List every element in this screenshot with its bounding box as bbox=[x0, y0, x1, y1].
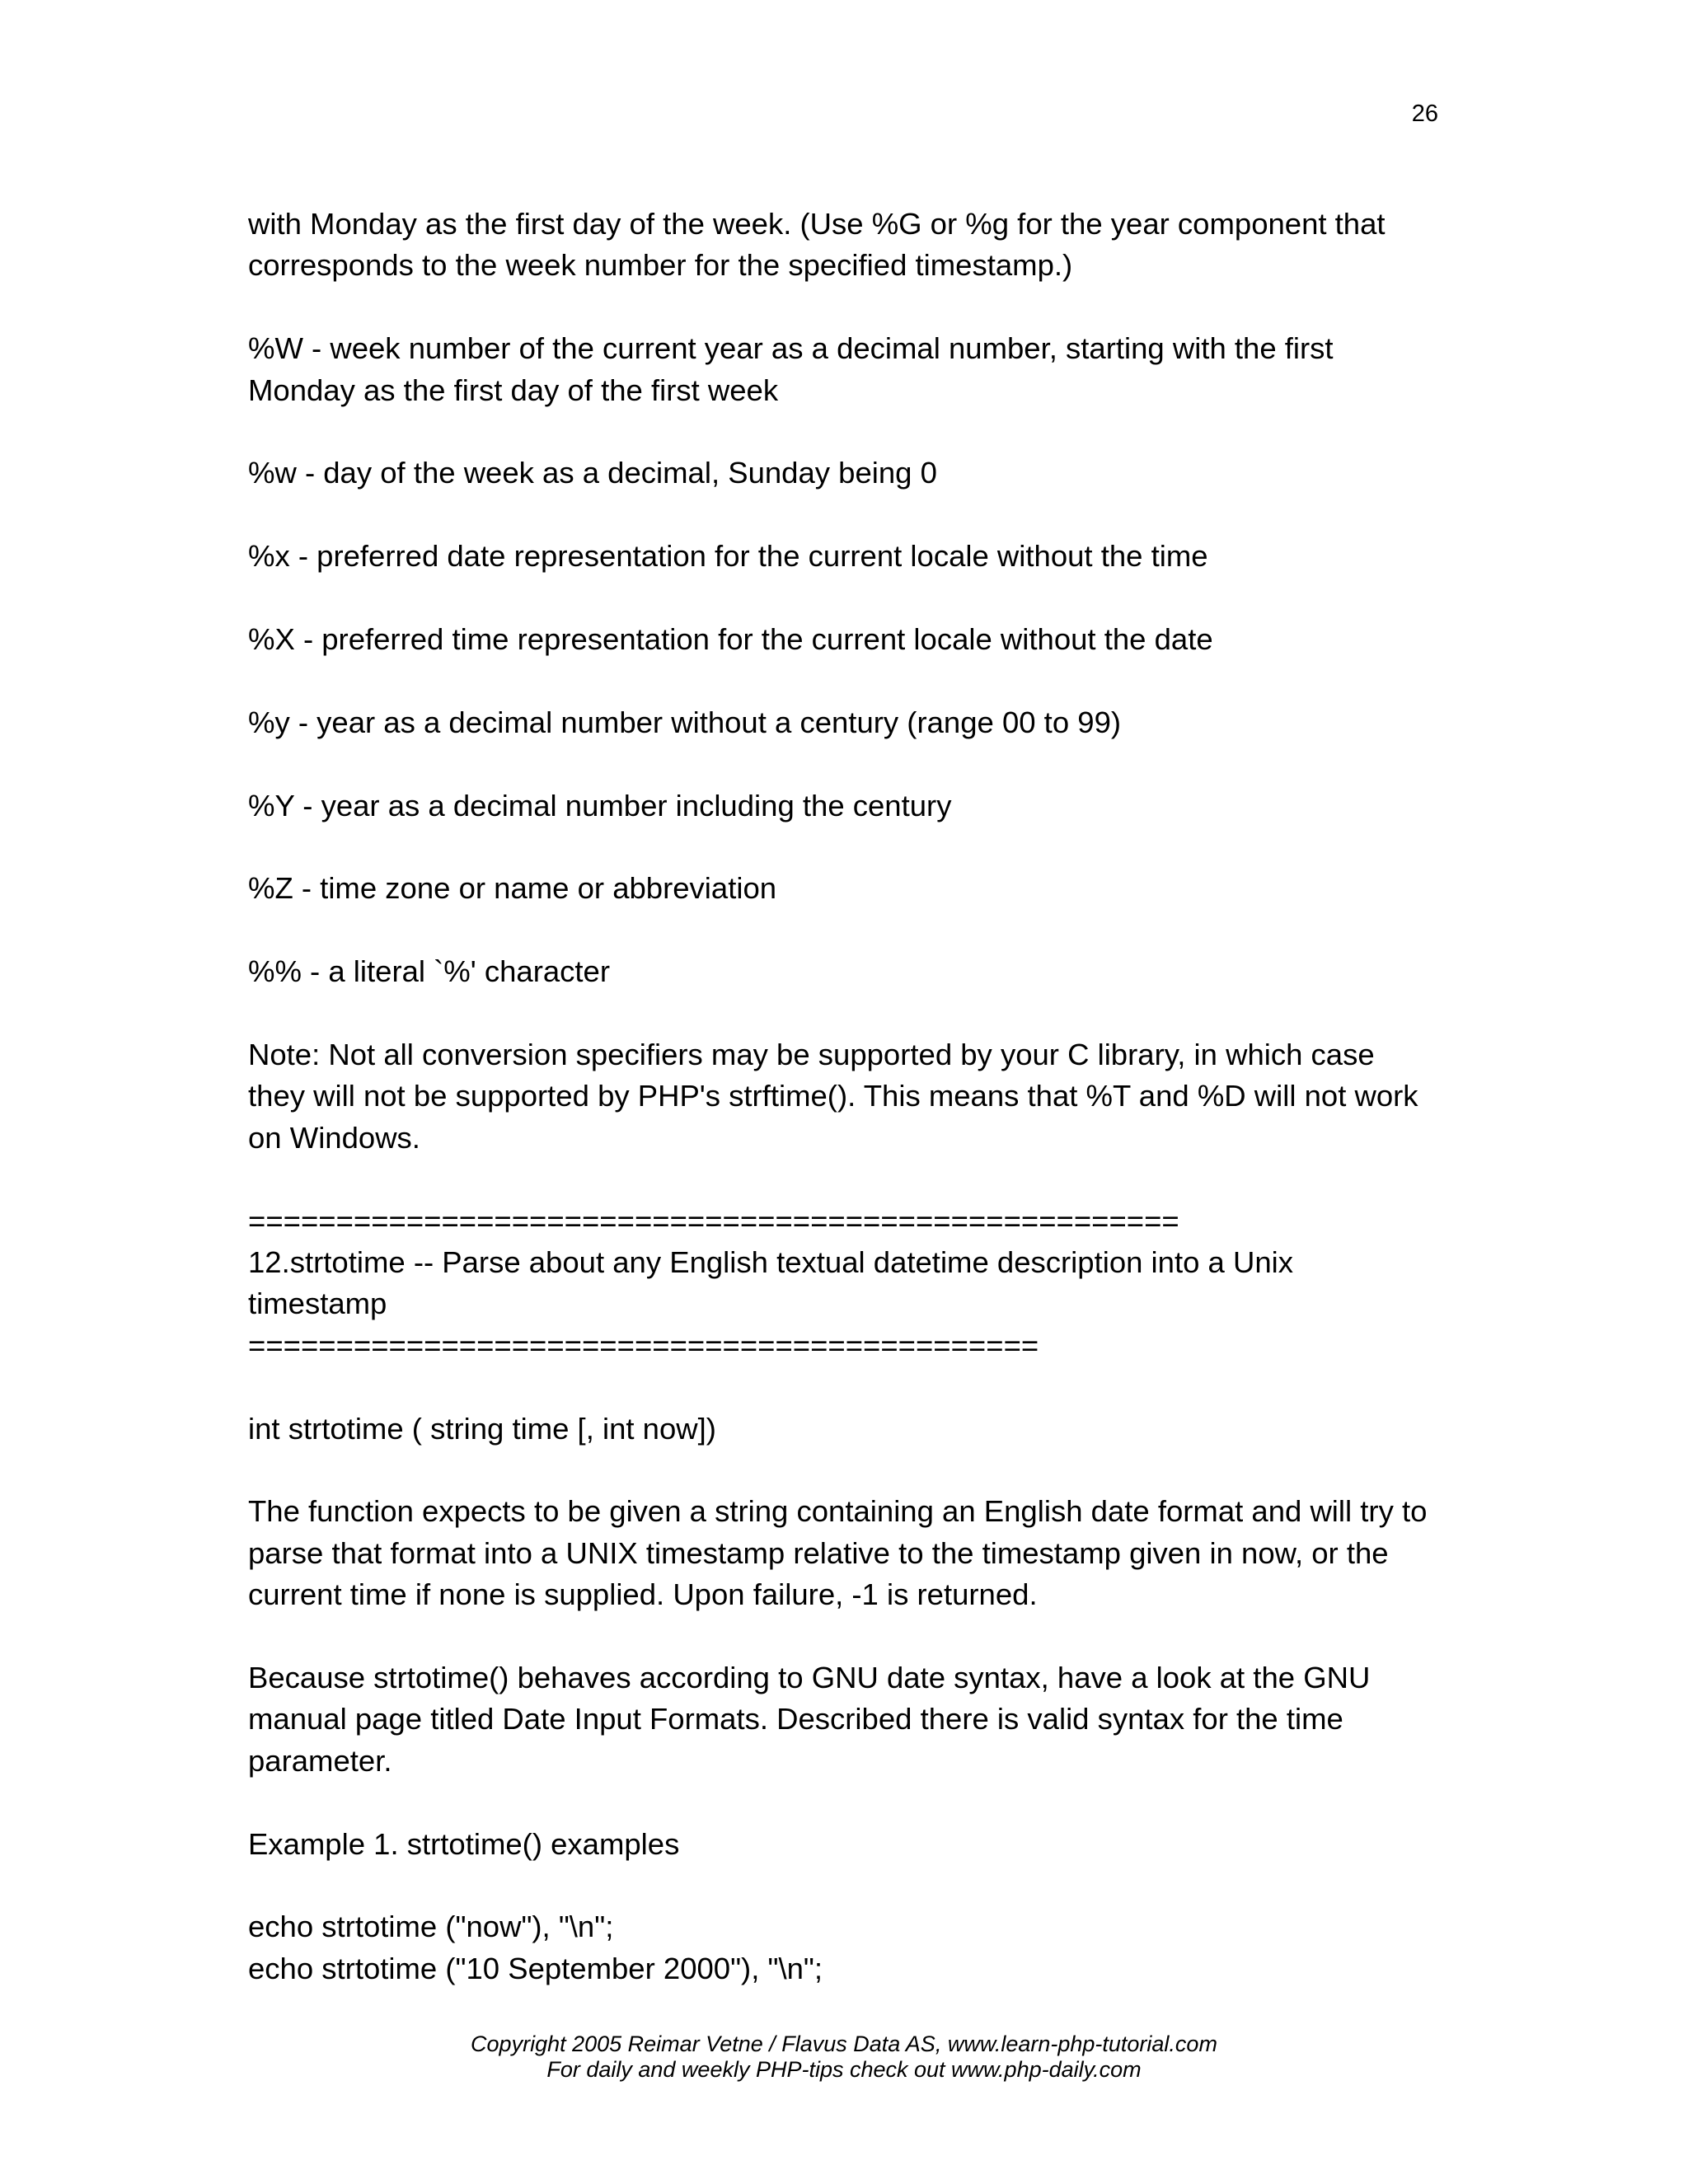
week-start-paragraph: with Monday as the first day of the week. (Use %G or %g for the year component that corresponds to the week number for the specified timestamp.) bbox=[248, 207, 1386, 283]
section-heading: 12.strtotime -- Parse about any English textual datetime description into a Unix timestamp bbox=[248, 1245, 1294, 1321]
tips-line: For daily and weekly PHP-tips check out www.php-daily.com bbox=[546, 2057, 1142, 2082]
specifier-x-paragraph: %x - preferred date representation for the current locale without the time bbox=[248, 539, 1208, 574]
specifier-y-paragraph: %y - year as a decimal number without a century (range 00 to 99) bbox=[248, 705, 1122, 739]
specifier-X-upper-paragraph: %X - preferred time representation for the current locale without the date bbox=[248, 622, 1213, 656]
separator-bottom: ============================================= bbox=[248, 1328, 1039, 1362]
specifier-Y-upper-paragraph: %Y - year as a decimal number including the century bbox=[248, 788, 952, 823]
specifier-w-paragraph: %w - day of the week as a decimal, Sunday being 0 bbox=[248, 456, 937, 490]
page-body bbox=[248, 204, 1451, 1990]
copyright-line: Copyright 2005 Reimar Vetne / Flavus Data AS, www.learn-php-tutorial.com bbox=[471, 2032, 1217, 2056]
example-title: Example 1. strtotime() examples bbox=[248, 1826, 680, 1861]
note-paragraph: Note: Not all conversion specifiers may be supported by your C library, in which case they will not be supported by PHP's strftime(). This means that %T and %D will not work on Windows. bbox=[248, 1037, 1418, 1155]
specifier-W-paragraph: %W - week number of the current year as a decimal number, starting with the first Monday as the first day of the first week bbox=[248, 331, 1334, 407]
code-line: echo strtotime ("now"), "\n"; bbox=[248, 1910, 614, 1944]
page-footer bbox=[0, 2032, 1688, 2083]
gnu-syntax-paragraph: Because strtotime() behaves according to GNU date syntax, have a look at the GNU manual page titled Date Input Formats. Described there is valid syntax for the time parameter. bbox=[248, 1661, 1371, 1778]
separator-top: ===================================================== bbox=[248, 1203, 1179, 1238]
page-number: 26 bbox=[1411, 101, 1438, 127]
description-paragraph: The function expects to be given a string containing an English date format and will try to parse that format into a UNIX timestamp relative to the timestamp given in now, or the current time if none is supplied. Upon failure, -1 is returned. bbox=[248, 1494, 1428, 1612]
code-line: echo strtotime ("10 September 2000"), "\n"; bbox=[248, 1951, 823, 1985]
specifier-Z-paragraph: %Z - time zone or name or abbreviation bbox=[248, 871, 777, 906]
specifier-percent-paragraph: %% - a literal `%' character bbox=[248, 954, 611, 989]
function-signature: int strtotime ( string time [, int now]) bbox=[248, 1411, 716, 1446]
